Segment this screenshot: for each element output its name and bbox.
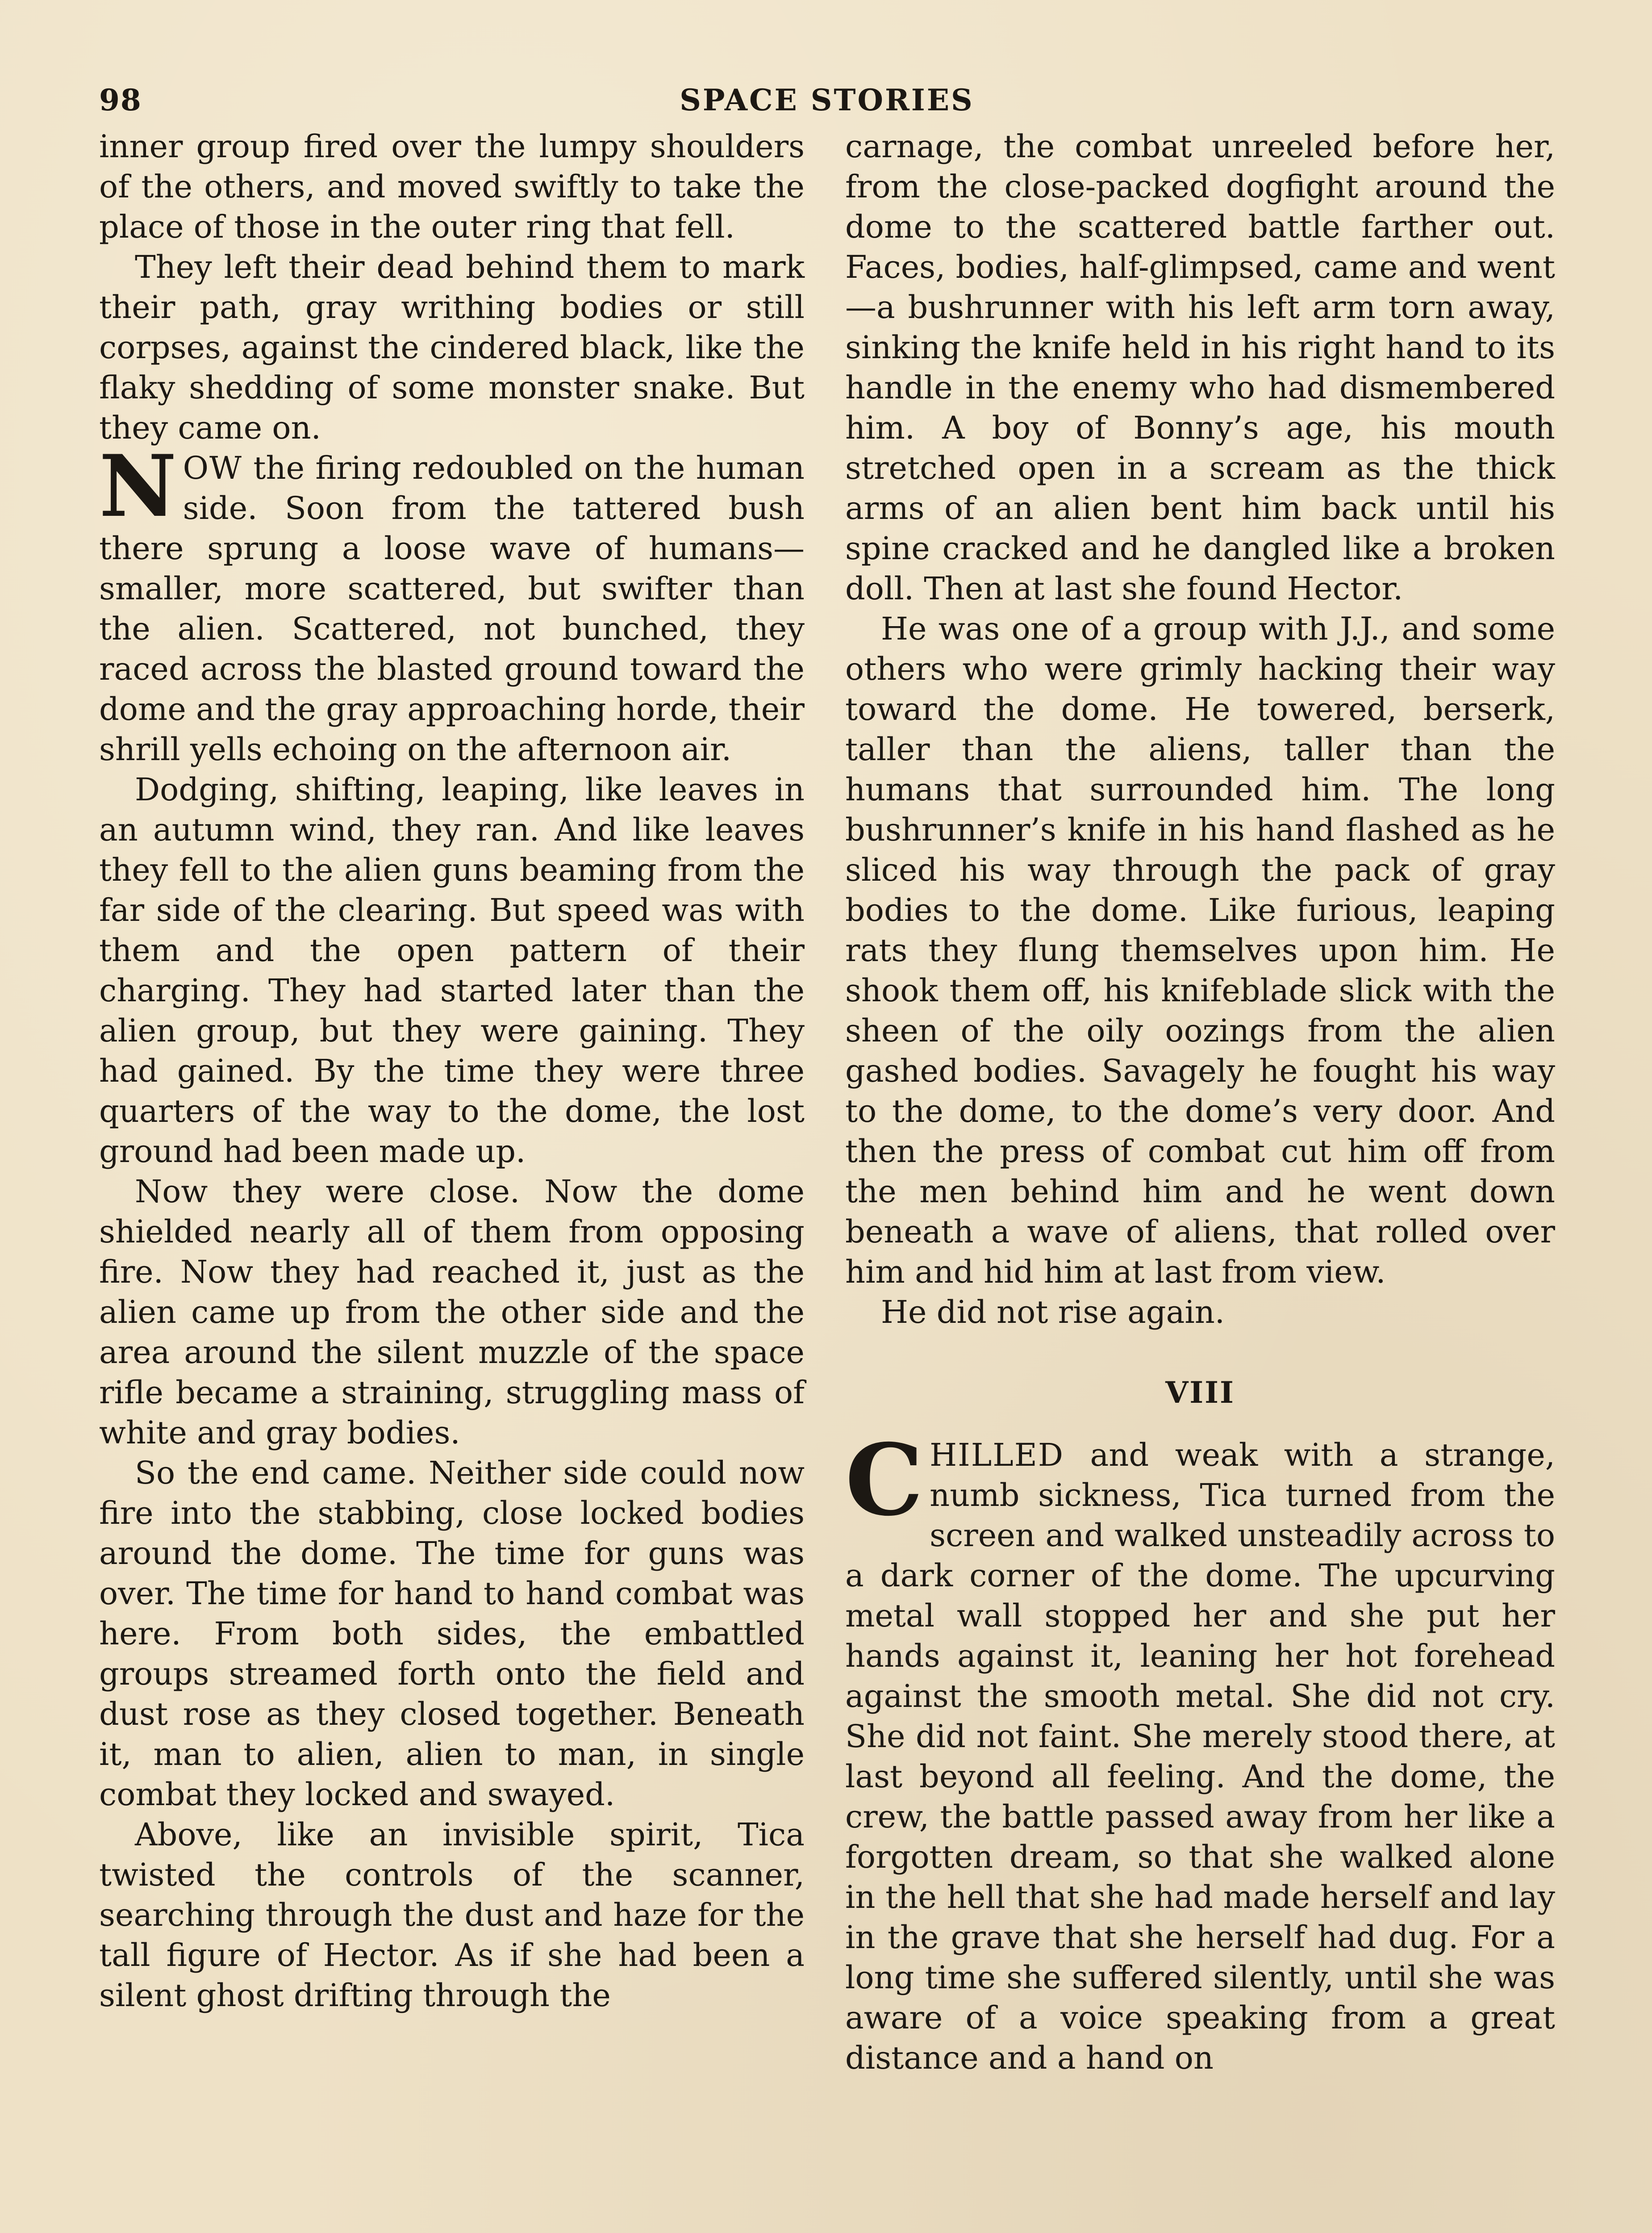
paragraph: So the end came. Neither side could now fire into the stabbing, close locked bodies around the dome. The time for guns was over. The time for hand to hand combat was here. From both sides, the embattled groups streamed forth onto the field and dust rose as they closed together. Beneath it, man to alien, alien to man, in single combat they locked and swayed. xyxy=(99,1455,805,1813)
page-number: 98 xyxy=(99,83,142,117)
drop-cap-letter: C xyxy=(845,1422,924,1538)
paragraph-text: the firing redoubled on the human side. Soon from the tattered bush there sprung a loose wave of humans—smaller, more scattered, but swifter than the alien. Scattered, not bunched, they raced across the blasted ground toward the dome and the gray approaching horde, their shrill yells echoing on the afternoon air. xyxy=(99,450,805,768)
drop-cap-paragraph xyxy=(99,436,805,769)
paragraph-text: and weak with a strange, numb sickness, Tica turned from the screen and walked unsteadily across to a dark corner of the dome. The upcurving metal wall stopped her and she put her hands against it, leaning her hot forehead against the smooth metal. She did not cry. She did not faint. She merely stood there, at last beyond all feeling. And the dome, the crew, the battle passed away from her like a forgotten dream, so that she walked alone in the hell that she had made herself and lay in the grave that she herself had dug. For a long time she suffered silently, until she was aware of a voice speaking from a great distance and a hand on xyxy=(845,1437,1555,2076)
paragraph: He did not rise again. xyxy=(881,1294,1225,1330)
lead-in-caps: HILLED xyxy=(930,1437,1064,1473)
running-title: SPACE STORIES xyxy=(680,83,974,117)
lead-in-caps: OW xyxy=(183,450,243,486)
paragraph: Now they were close. Now the dome shielded nearly all of them from opposing fire. Now they had reached it, just as the alien came up from the other side and the area around the silent muzzle of the space rifle became a straining, struggling mass of white and gray bodies. xyxy=(99,1173,805,1451)
section-heading: VIII xyxy=(1165,1375,1235,1410)
paragraph: inner group fired over the lumpy shoulders of the others, and moved swiftly to take the place of those in the outer ring that fell. xyxy=(99,128,805,245)
drop-cap-letter: N xyxy=(99,436,177,536)
right-column xyxy=(845,126,1555,2078)
page-header xyxy=(99,83,1555,123)
paragraph: He was one of a group with J.J., and some others who were grimly hacking their way toward the dome. He towered, berserk, taller than the aliens, taller than the humans that surrounded him. The long bushrunner’s knife in his hand flashed as he sliced his way through the pack of gray bodies to the dome. Like furious, leaping rats they flung themselves upon him. He shook them off, his knifeblade slick with the sheen of the oily oozings from the alien gashed bodies. Savagely he fought his way to the dome, to the dome’s very door. And then the press of combat cut him off from the men behind him and he went down beneath a wave of aliens, that rolled over him and hid him at last from view. xyxy=(845,611,1555,1290)
paragraph: Dodging, shifting, leaping, like leaves in an autumn wind, they ran. And like leaves they fell to the alien guns beaming from the far side of the clearing. But speed was with them and the open pattern of their charging. They had started later than the alien group, but they were gaining. They had gained. By the time they were three quarters of the way to the dome, the lost ground had been made up. xyxy=(99,771,805,1170)
left-column xyxy=(99,126,805,2016)
drop-cap-paragraph xyxy=(845,1422,1555,2078)
paragraph: They left their dead behind them to mark their path, gray writhing bodies or still corpses, against the cindered black, like the flaky shedding of some monster snake. But they came on. xyxy=(99,249,805,446)
paragraph: carnage, the combat unreeled before her, from the close-packed dogfight around the dome to the scattered battle farther out. Faces, bodies, half-glimpsed, came and went—a bushrunner with his left arm torn away, sinking the knife held in his right hand to its handle in the enemy who had dismembered him. A boy of Bonny’s age, his mouth stretched open in a scream as the thick arms of an alien bent him back until his spine cracked and he dangled like a broken doll. Then at last she found Hector. xyxy=(845,128,1555,607)
paragraph: Above, like an invisible spirit, Tica twisted the controls of the scanner, searching through the dust and haze for the tall figure of Hector. As if she had been a silent ghost drifting through the xyxy=(99,1816,805,2014)
